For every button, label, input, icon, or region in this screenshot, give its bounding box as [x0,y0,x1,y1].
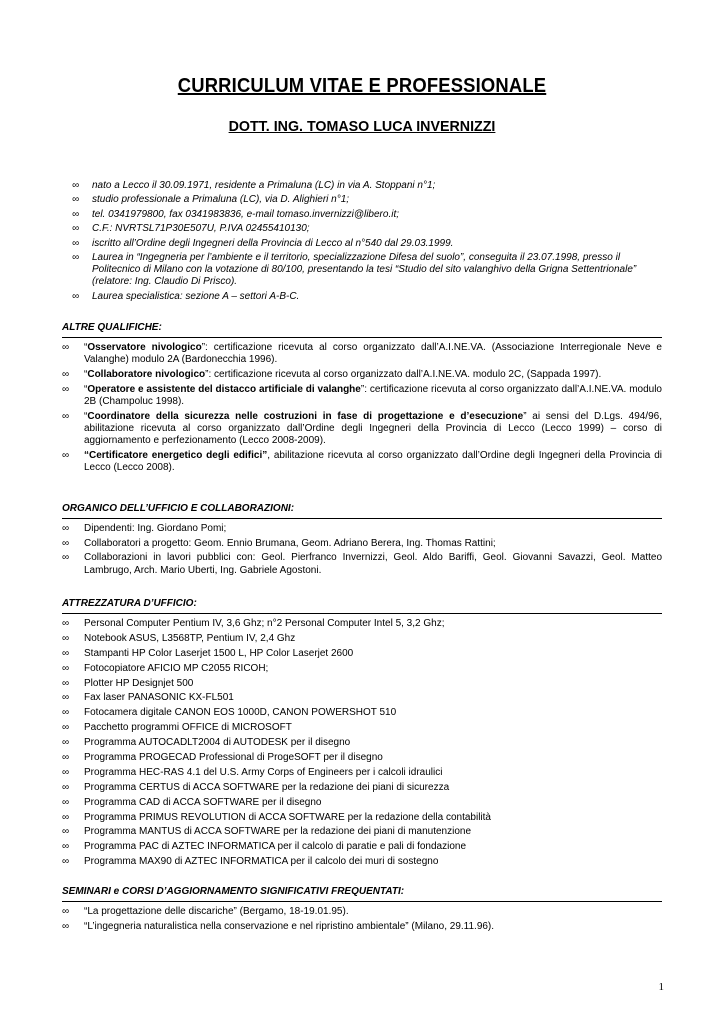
bullet-icon: ∞ [62,410,70,422]
list-item [72,252,664,289]
quote-mark: “ [84,410,88,422]
list-item [62,648,662,660]
bullet-icon: ∞ [72,251,80,263]
bullet-icon: ∞ [62,906,70,917]
list-item-text: Programma MANTUS di ACCA SOFTWARE per la redazione dei piani di manutenzione [84,826,472,838]
bullet-icon: ∞ [62,752,70,764]
list-item [62,812,662,824]
bullet-icon: ∞ [62,722,70,734]
section-altre-qualifiche [62,322,662,477]
bullet-icon: ∞ [62,552,70,564]
list-item-text: Collaboratori a progetto: Geom. Ennio Brumana, Geom. Adriano Berera, Ing. Thomas Rattini; [84,537,496,549]
list-item-text: Plotter HP Designjet 500 [84,677,194,689]
list-item-text: Notebook ASUS, L3568TP, Pentium IV, 2,4 Ghz [84,632,296,644]
list-item [62,663,662,675]
list-item-text: Pacchetto programmi OFFICE di MICROSOFT [84,722,292,734]
bullet-icon: ∞ [72,194,80,206]
document-title: CURRICULUM VITAE E PROFESSIONALE [177,75,547,97]
page-number: 1 [658,981,664,993]
section-heading: SEMINARI e CORSI D’AGGIORNAMENTO SIGNIFICATIVI FREQUENTATI: [62,886,662,902]
bullet-icon: ∞ [62,781,70,793]
qualifica-detail: ” ai sensi del D.Lgs. 494/96, abilitazione ricevuta al corso organizzato dall’Ordine degli Ingegneri della Provincia di Lecco (Lecco 1999) – corso di aggiornamento e perfezionamento (Lecco 2008-2009). [84,410,662,446]
list-item [62,826,662,838]
list-item [62,450,662,474]
list-item [72,194,664,206]
list-item-text: Programma AUTOCADLT2004 di AUTODESK per il disegno [84,737,351,749]
list-item [62,722,662,734]
bullet-icon: ∞ [72,237,80,249]
list-item [72,209,664,221]
qualifica-detail: , abilitazione ricevuta al corso organizzato dall’Ordine degli Ingegneri della Provincia di Lecco (Lecco 2008). [84,449,662,473]
list-item [62,618,662,630]
list-item [62,369,662,381]
list-item [62,737,662,749]
bullet-icon: ∞ [62,662,70,674]
list-item-text: Programma CERTUS di ACCA SOFTWARE per la redazione dei piani di sicurezza [84,781,450,793]
list-item-text: Stampanti HP Color Laserjet 1500 L, HP Color Laserjet 2600 [84,647,354,659]
author-name: DOTT. ING. TOMASO LUCA INVERNIZZI [228,118,496,135]
bullet-icon: ∞ [62,707,70,719]
list-item-text: Collaborazioni in lavori pubblici con: Geol. Pierfranco Invernizzi, Geol. Aldo Bariffi, Geol. Giovanni Savazzi, Geol. Matteo Lambrugo, Arch. Mario Uberti, Ing. Gabriele Agostoni. [84,552,662,576]
list-item-text: Programma PROGECAD Professional di ProgeSOFT per il disegno [84,752,383,764]
list-item [72,180,664,192]
list-item-text: Personal Computer Pentium IV, 3,6 Ghz; n°2 Personal Computer Intel 5, 3,2 Ghz; [84,618,445,629]
list-item-text: Dipendenti: Ing. Giordano Pomi; [84,523,227,534]
section-seminari [62,886,662,935]
list-item-text: Laurea in “Ingegneria per l’ambiente e il territorio, specializzazione Difesa del suolo”, conseguita il 23.07.1998, presso il Politecnico di Milano con la votazione di 80/100, presentando la tesi “Studio del sito valanghivo della Grigna Settentrionale” (relatore: Ing. Claudio Di Prisco). [92,251,637,288]
quote-mark: “ [84,342,88,353]
list-item [72,291,664,303]
list-item [62,782,662,794]
attrezzatura-list [62,618,662,868]
list-item [62,797,662,809]
list-item-text: Laurea specialistica: sezione A – settori A-B-C. [92,290,300,302]
bullet-icon: ∞ [62,618,70,629]
list-item [62,906,662,918]
list-item [62,692,662,704]
list-item [62,767,662,779]
bullet-icon: ∞ [72,223,80,235]
bullet-icon: ∞ [62,383,70,395]
list-item [62,921,662,933]
section-heading: ORGANICO DELL’UFFICIO E COLLABORAZIONI: [62,503,662,519]
bullet-icon: ∞ [62,811,70,823]
personal-info-list [72,180,664,305]
list-item [72,223,664,235]
bullet-icon: ∞ [62,647,70,659]
list-item [62,411,662,448]
list-item-text: Programma PRIMUS REVOLUTION di ACCA SOFTWARE per la redazione della contabilità [84,811,491,823]
list-item [62,342,662,366]
bullet-icon: ∞ [62,632,70,644]
list-item [62,678,662,690]
bullet-icon: ∞ [62,856,70,868]
bullet-icon: ∞ [62,841,70,853]
section-heading: ATTREZZATURA D’UFFICIO: [62,598,662,614]
list-item [62,752,662,764]
list-item-text: Programma PAC di AZTEC INFORMATICA per il calcolo di paratie e pali di fondazione [84,841,467,853]
list-item-text: Programma HEC-RAS 4.1 del U.S. Army Corps of Engineers per i calcoli idraulici [84,766,443,778]
list-item [62,841,662,853]
bullet-icon: ∞ [62,537,70,549]
list-item-text: iscritto all’Ordine degli Ingegneri della Provincia di Lecco al n°540 dal 29.03.1999. [92,237,454,249]
qualifica-title: “Certificatore energetico degli edifici” [84,449,268,461]
bullet-icon: ∞ [62,920,70,932]
bullet-icon: ∞ [72,290,80,302]
list-item-text: Fax laser PANASONIC KX-FL501 [84,692,234,704]
qualifica-title: Osservatore nivologico [87,342,202,353]
list-item-text: Fotocopiatore AFICIO MP C2055 RICOH; [84,662,269,674]
list-item [62,707,662,719]
list-item-text: Programma CAD di ACCA SOFTWARE per il disegno [84,796,322,808]
bullet-icon: ∞ [62,449,70,461]
section-organico [62,503,662,579]
bullet-icon: ∞ [62,766,70,778]
bullet-icon: ∞ [62,692,70,704]
list-item-text: Fotocamera digitale CANON EOS 1000D, CANON POWERSHOT 510 [84,707,397,719]
list-item-text: “La progettazione delle discariche” (Bergamo, 18-19.01.95). [84,906,349,917]
section-heading: ALTRE QUALIFICHE: [62,322,662,338]
qualifica-detail: ”: certificazione ricevuta al corso organizzato dall’A.I.NE.VA. modulo 2C, (Sappada 1997). [205,368,602,380]
seminari-list [62,906,662,933]
bullet-icon: ∞ [62,368,70,380]
list-item-text: nato a Lecco il 30.09.1971, residente a Primaluna (LC) in via A. Stoppani n°1; [92,180,436,191]
qualifiche-list [62,342,662,474]
quote-mark: “ [84,383,88,395]
bullet-icon: ∞ [62,523,70,534]
list-item-text: Programma MAX90 di AZTEC INFORMATICA per il calcolo dei muri di sostegno [84,856,439,868]
bullet-icon: ∞ [62,342,70,353]
quote-mark: “ [84,368,88,380]
bullet-icon: ∞ [72,208,80,220]
qualifica-title: Operatore e assistente del distacco artificiale di valanghe [87,383,361,395]
list-item [62,384,662,408]
qualifica-title: Coordinatore della sicurezza nelle costruzioni in fase di progettazione e d’esecuzione [87,410,524,422]
bullet-icon: ∞ [62,826,70,838]
organico-list [62,523,662,577]
list-item-text: “L’ingegneria naturalistica nella conservazione e nel ripristino ambientale” (Milano, 29.11.96). [84,920,495,932]
qualifica-title: Collaboratore nivologico [87,368,206,380]
list-item [62,523,662,535]
list-item [62,633,662,645]
section-attrezzatura [62,598,662,871]
qualifica-detail: ”: certificazione ricevuta al corso organizzato dall’A.I.NE.VA. modulo 2B (Champoluc 1998). [84,383,662,407]
list-item-text: tel. 0341979800, fax 0341983836, e-mail tomaso.invernizzi@libero.it; [92,208,400,220]
list-item [72,238,664,250]
bullet-icon: ∞ [72,180,80,191]
list-item [62,856,662,868]
list-item-text: studio professionale a Primaluna (LC), via D. Alighieri n°1; [92,194,350,206]
bullet-icon: ∞ [62,677,70,689]
bullet-icon: ∞ [62,796,70,808]
list-item [62,538,662,550]
list-item-text: C.F.: NVRTSL71P30E507U, P.IVA 02455410130; [92,223,310,235]
list-item [62,552,662,576]
qualifica-detail: ”: certificazione ricevuta al corso organizzato dall’A.I.NE.VA. (Associazione Interregionale Neve e Valanghe) modulo 2A (Bardonecchia 1996). [84,342,662,366]
bullet-icon: ∞ [62,737,70,749]
